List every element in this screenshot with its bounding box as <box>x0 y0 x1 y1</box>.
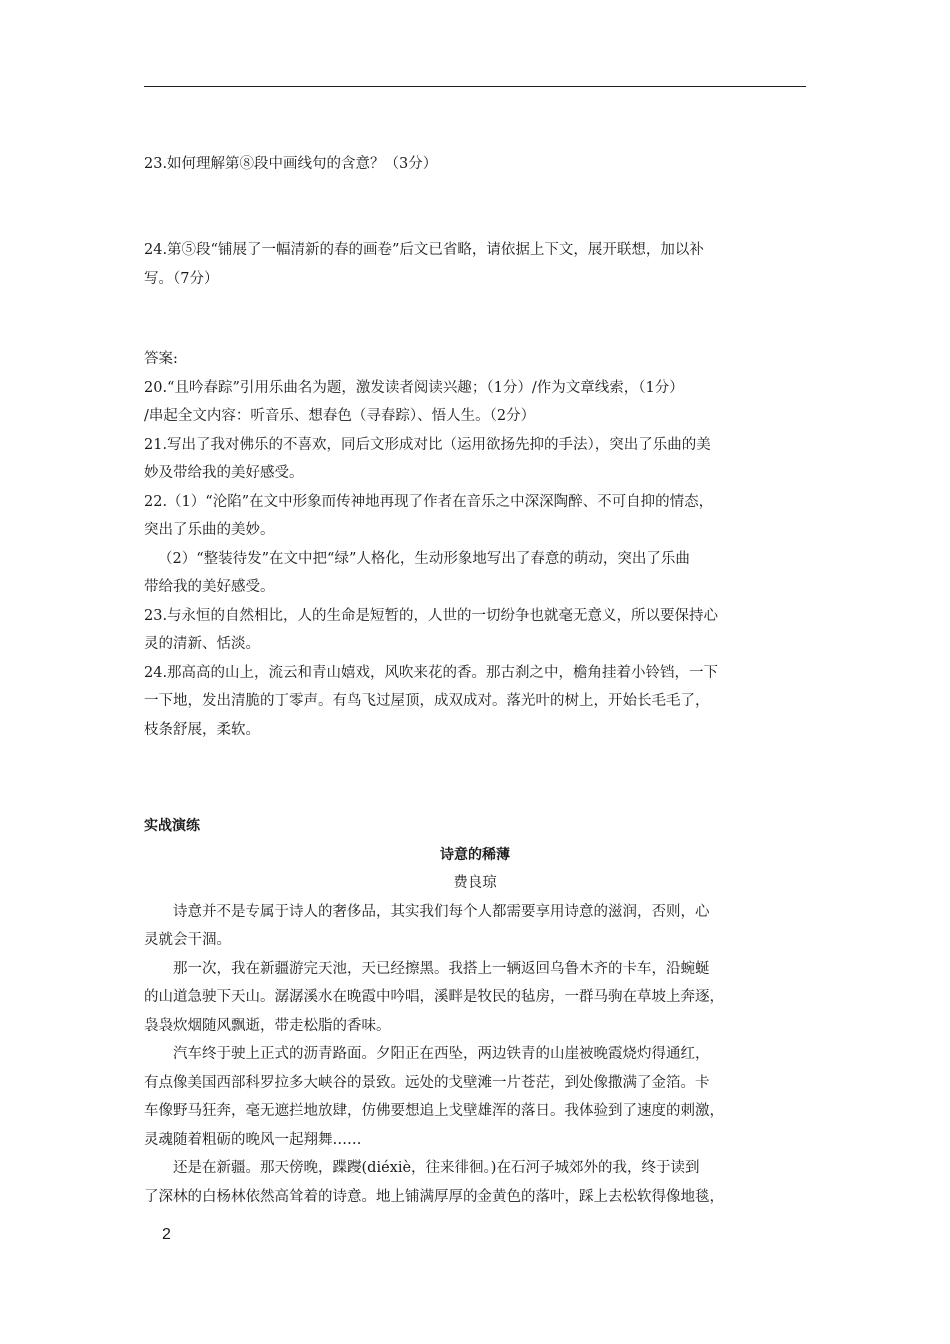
paragraph-line: 汽车终于驶上正式的沥青路面。夕阳正在西坠，两边铁青的山崖被晚霞烧灼得通红， <box>173 1046 710 1062</box>
paragraph-line: 车像野马狂奔，毫无遮拦地放肆，仿佛要想追上戈壁雄浑的落日。我体验到了速度的刺激， <box>144 1103 724 1119</box>
article-author: 费良琼 <box>453 875 497 891</box>
answer-line: 枝条舒展，柔软。 <box>144 721 260 738</box>
answer-line: /串起全文内容：听音乐、想春色（寻春踪）、悟人生。（2分） <box>144 408 536 424</box>
answer-line: 24.那高高的山上，流云和青山嬉戏，风吹来花的香。那古刹之中，檐角挂着小铃铛，一下 <box>144 664 719 681</box>
practice-section <box>144 812 806 1211</box>
header-rule <box>144 86 806 87</box>
paragraph-line: 诗意并不是专属于诗人的奢侈品，其实我们每个人都需要享用诗意的滋润，否则，心 <box>173 903 710 920</box>
answer-line: 23.与永恒的自然相比，人的生命是短暂的，人世的一切纷争也就毫无意义，所以要保持心 <box>144 607 719 624</box>
paragraph-line: 还是在新疆。那天傍晚，蹀躞(diéxiè，往来徘徊。)在石河子城郊外的我，终于读到 <box>173 1160 700 1176</box>
paragraph-line: 的山道急驶下天山。潺潺溪水在晚霞中吟唱，溪畔是牧民的毡房，一群马驹在草坡上奔逐， <box>144 989 724 1005</box>
question-24-line: 24.第⑤段“铺展了一幅清新的春的画卷”后文已省略，请依据上下文，展开联想，加以补 <box>144 242 704 258</box>
answer-line: 一下地，发出清脆的丁零声。有鸟飞过屋顶，成双成对。落光叶的树上，开始长毛毛了， <box>144 693 710 709</box>
answer-line: 突出了乐曲的美妙。 <box>144 522 275 538</box>
answer-section <box>144 345 806 744</box>
answer-line: 21.写出了我对佛乐的不喜欢，同后文形成对比（运用欲扬先抑的手法），突出了乐曲的美 <box>144 436 711 453</box>
page-number: 2 <box>162 1226 171 1243</box>
answer-line: 灵的清新、恬淡。 <box>144 636 260 652</box>
answer-line: 带给我的美好感受。 <box>144 579 275 595</box>
paragraph-line: 那一次，我在新疆游完天池，天已经擦黑。我搭上一辆返回乌鲁木齐的卡车，沿蜿蜒 <box>173 960 710 977</box>
paragraph-line: 灵就会干涸。 <box>144 932 231 948</box>
answer-line: 20.“且吟春踪”引用乐曲名为题，激发读者阅读兴趣；（1分）/作为文章线索，（1分） <box>144 379 684 396</box>
section-heading: 实战演练 <box>144 818 200 834</box>
question-23-text: 23.如何理解第⑧段中画线句的含意？（3分） <box>144 156 438 172</box>
paragraph-line: 灵魂随着粗砺的晚风一起翔舞…… <box>144 1131 362 1148</box>
article-title: 诗意的稀薄 <box>440 846 510 863</box>
paragraph-line: 了深林的白杨林依然高耸着的诗意。地上铺满厚厚的金黄色的落叶，踩上去松软得像地毯， <box>144 1188 724 1205</box>
answer-line: 22.（1）“沦陷”在文中形象而传神地再现了作者在音乐之中深深陶醉、不可自抑的情态， <box>144 493 714 510</box>
answer-line: 妙及带给我的美好感受。 <box>144 465 304 481</box>
answer-line: （2）“整装待发”在文中把“绿”人格化，生动形象地写出了春意的萌动，突出了乐曲 <box>158 550 690 567</box>
question-24 <box>144 236 806 293</box>
question-23 <box>144 150 806 179</box>
answer-heading: 答案: <box>144 351 178 367</box>
paragraph-line: 袅袅炊烟随风飘逝，带走松脂的香味。 <box>144 1017 391 1034</box>
paragraph-line: 有点像美国西部科罗拉多大峡谷的景致。远处的戈壁滩一片苍茫，到处像撒满了金箔。卡 <box>144 1074 710 1091</box>
question-24-line: 写。（7分） <box>144 270 219 287</box>
